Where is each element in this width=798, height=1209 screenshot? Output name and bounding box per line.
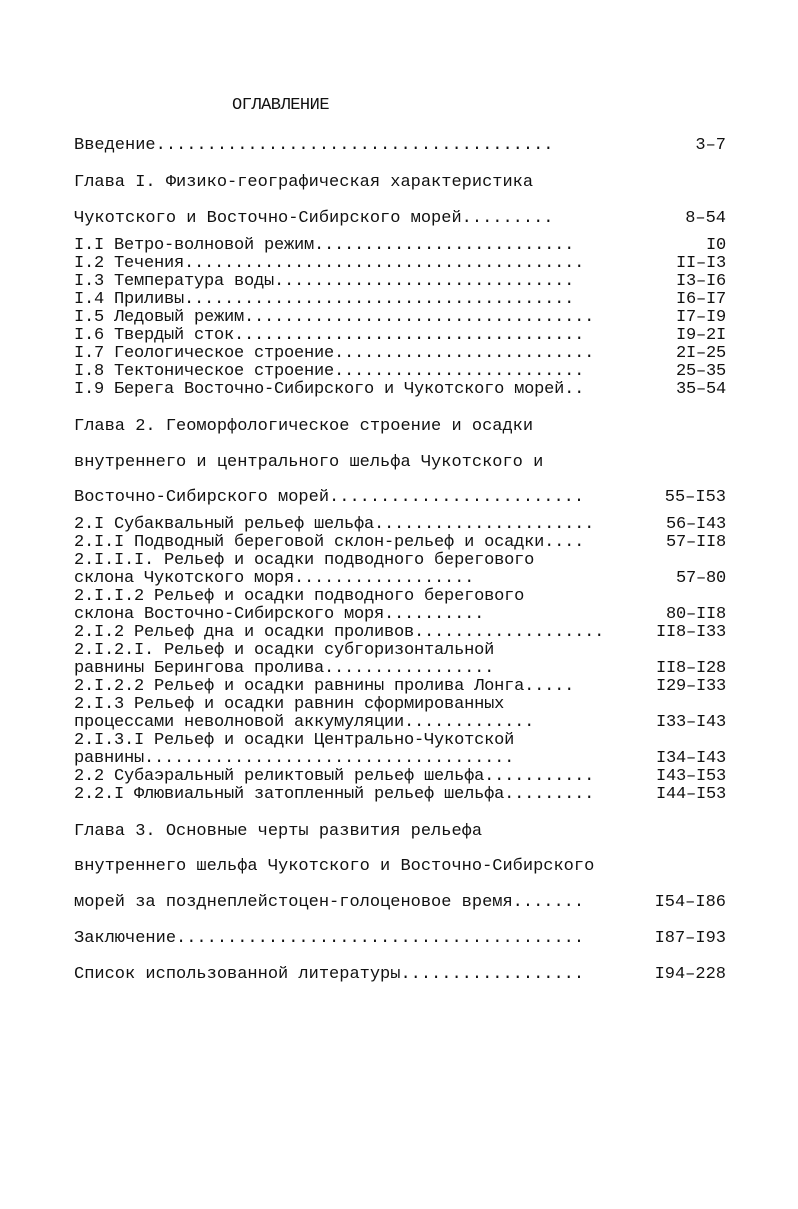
toc-entry-2-1-1-1 [74, 569, 726, 589]
entry-pages: I94–228 [654, 965, 726, 984]
entry-pages: 56–I43 [665, 515, 726, 534]
entry-text: I.4 Приливы....................................... [74, 290, 575, 309]
entry-pages: 8–54 [685, 209, 726, 228]
toc-entry-conclusion [74, 929, 726, 949]
entry-pages: 57–80 [675, 569, 726, 588]
entry-text: 2.2.I Флювиальный затопленный рельеф шельфа......... [74, 785, 595, 804]
toc-entry-2-1-3-heading [74, 695, 726, 715]
toc-entry-2-1-2-1-heading [74, 641, 726, 661]
entry-text: I.6 Твердый сток................................... [74, 326, 585, 345]
entry-text: 2.I.2 Рельеф дна и осадки проливов................... [74, 623, 605, 642]
entry-pages: I54–I86 [654, 893, 726, 912]
entry-text: Введение....................................... [74, 136, 554, 155]
toc-entry-1-9 [74, 380, 726, 400]
toc-entry-chapter-3-heading-cont [74, 857, 726, 877]
entry-text: Заключение........................................ [74, 929, 585, 948]
entry-text: 2.I.I.2 Рельеф и осадки подводного берегового [74, 587, 525, 606]
toc-entry-1-8 [74, 362, 726, 382]
entry-text: Глава 2. Геоморфологическое строение и осадки [74, 417, 534, 436]
toc-entry-2-1-3-1-heading [74, 731, 726, 751]
entry-text: Чукотского и Восточно-Сибирского морей......... [74, 209, 554, 228]
toc-entry-2-1-3 [74, 713, 726, 733]
toc-entry-chapter-1 [74, 209, 726, 229]
toc-entry-2-2-1 [74, 785, 726, 805]
toc-entry-2-1-1 [74, 533, 726, 553]
entry-text: 2.I Субаквальный рельеф шельфа...................... [74, 515, 595, 534]
toc-entry-1-1 [74, 236, 726, 256]
entry-pages: II8–I33 [655, 623, 726, 642]
entry-text: I.7 Геологическое строение.......................... [74, 344, 595, 363]
entry-pages: I7–I9 [675, 308, 726, 327]
entry-text: Восточно-Сибирского морей......................... [74, 488, 585, 507]
entry-pages: 57–II8 [665, 533, 726, 552]
entry-pages: I33–I43 [655, 713, 726, 732]
toc-entry-introduction [74, 136, 726, 156]
toc-entry-1-3 [74, 272, 726, 292]
toc-entry-references [74, 965, 726, 985]
entry-pages: 55–I53 [664, 488, 726, 507]
toc-entry-1-7 [74, 344, 726, 364]
entry-text: Глава 3. Основные черты развития рельефа [74, 822, 483, 841]
entry-text: морей за позднеплейстоцен-голоценовое время....... [74, 893, 585, 912]
entry-text: процессами неволновой аккумуляции............. [74, 713, 535, 732]
entry-text: склона Чукотского моря.................. [74, 569, 475, 588]
entry-text: 2.I.I.I. Рельеф и осадки подводного берегового [74, 551, 535, 570]
entry-pages: I87–I93 [654, 929, 726, 948]
toc-entry-2-2 [74, 767, 726, 787]
entry-text: внутреннего и центрального шельфа Чукотского и [74, 453, 544, 472]
toc-entry-2-1-3-1 [74, 749, 726, 769]
toc-entry-2-1-2-2 [74, 677, 726, 697]
entry-text: I.8 Тектоническое строение......................... [74, 362, 585, 381]
toc-entry-1-5 [74, 308, 726, 328]
entry-pages: 3–7 [695, 136, 726, 155]
entry-pages: 25–35 [675, 362, 726, 381]
toc-entry-2-1-2-1 [74, 659, 726, 679]
toc-entry-chapter-2-heading [74, 417, 726, 437]
entry-pages: 80–II8 [665, 605, 726, 624]
entry-pages: II–I3 [675, 254, 726, 273]
toc-entry-1-6 [74, 326, 726, 346]
toc-entry-chapter-2 [74, 488, 726, 508]
toc-entry-2-1-1-2 [74, 605, 726, 625]
entry-text: 2.I.3.I Рельеф и осадки Центрально-Чукотской [74, 731, 515, 750]
toc-entry-2-1-1-1-heading [74, 551, 726, 571]
entry-pages: I44–I53 [655, 785, 726, 804]
entry-text: I.I Ветро-волновой режим.......................... [74, 236, 575, 255]
toc-entry-chapter-3 [74, 893, 726, 913]
entry-pages: I3–I6 [675, 272, 726, 291]
entry-text: склона Восточно-Сибирского моря.......... [74, 605, 485, 624]
entry-text: I.3 Температура воды.............................. [74, 272, 575, 291]
entry-pages: 35–54 [675, 380, 726, 399]
toc-entry-1-4 [74, 290, 726, 310]
toc-title: ОГЛАВЛЕНИЕ [232, 96, 330, 115]
entry-text: I.9 Берега Восточно-Сибирского и Чукотского морей.. [74, 380, 585, 399]
entry-pages: I9–2I [675, 326, 726, 345]
entry-pages: 2I–25 [675, 344, 726, 363]
entry-text: I.2 Течения........................................ [74, 254, 585, 273]
entry-pages: II8–I28 [655, 659, 726, 678]
entry-text: Глава I. Физико-географическая характеристика [74, 173, 534, 192]
entry-text: внутреннего шельфа Чукотского и Восточно-Сибирского [74, 857, 595, 876]
toc-entry-chapter-2-heading-cont [74, 453, 726, 473]
entry-text: 2.I.2.2 Рельеф и осадки равнины пролива Лонга..... [74, 677, 575, 696]
entry-text: Список использованной литературы.................. [74, 965, 585, 984]
entry-pages: I29–I33 [655, 677, 726, 696]
entry-pages: I0 [705, 236, 726, 255]
entry-text: 2.2 Субаэральный реликтовый рельеф шельфа........... [74, 767, 595, 786]
entry-pages: I43–I53 [655, 767, 726, 786]
entry-text: 2.I.3 Рельеф и осадки равнин сформированных [74, 695, 505, 714]
toc-entry-2-1-1-2-heading [74, 587, 726, 607]
toc-entry-chapter-1-heading [74, 173, 726, 193]
toc-entry-2-1 [74, 515, 726, 535]
toc-entry-chapter-3-heading [74, 822, 726, 842]
toc-entry-1-2 [74, 254, 726, 274]
entry-text: 2.I.2.I. Рельеф и осадки субгоризонтальной [74, 641, 495, 660]
toc-entry-2-1-2 [74, 623, 726, 643]
entry-text: 2.I.I Подводный береговой склон-рельеф и осадки.... [74, 533, 585, 552]
entry-text: равнины..................................... [74, 749, 515, 768]
entry-pages: I34–I43 [655, 749, 726, 768]
entry-text: равнины Берингова пролива................. [74, 659, 495, 678]
entry-pages: I6–I7 [675, 290, 726, 309]
entry-text: I.5 Ледовый режим................................... [74, 308, 595, 327]
